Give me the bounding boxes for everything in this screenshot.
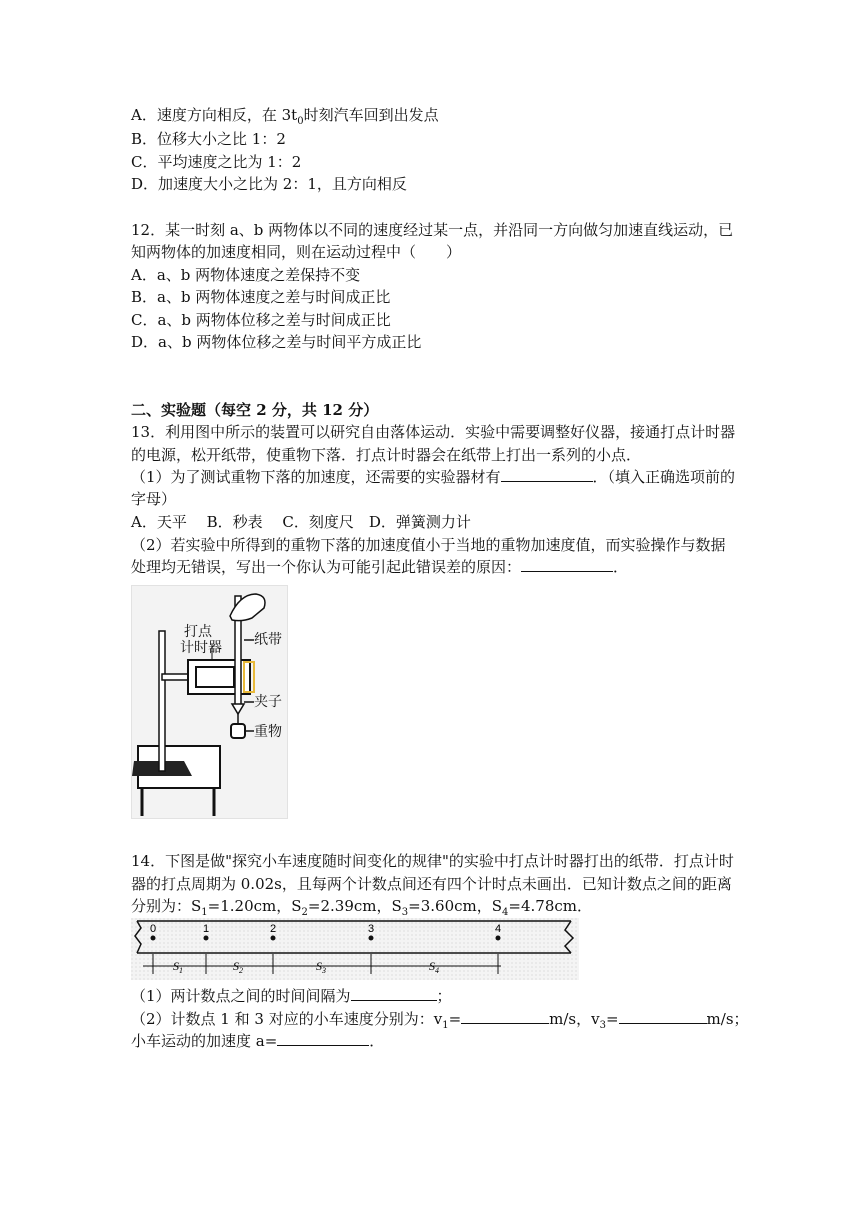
q13-stem-line1: 13．利用图中所示的装置可以研究自由落体运动．实验中需要调整好仪器，接通打点计时器 <box>131 423 736 441</box>
q13-part2-line2: 处理均无错误，写出一个你认为可能引起此错误差的原因： ． <box>131 558 629 576</box>
segment-s3-label: $S_3$ <box>316 959 326 975</box>
answer-blank-v3[interactable] <box>619 1009 707 1024</box>
q12-option-c: C．a、b 两物体位移之差与时间成正比 <box>131 311 391 329</box>
q14-stem-line1: 14．下图是做"探究小车速度随时间变化的规律"的实验中打点计时器打出的纸带．打点计时 <box>131 852 734 870</box>
q14-part2: （2）计数点 1 和 3 对应的小车速度分别为：$v_1= m/s$，$v_3= m/s$； <box>131 1010 749 1031</box>
segment-s1-label: $S_1$ <box>173 959 183 975</box>
q14-stem-line3: 分别为：$S_1=1.20cm$，$S_2=2.39cm$，$S_3=3.60cm$，$S_4=4.78cm$． <box>131 897 592 918</box>
point-label-0: 0 <box>150 923 157 935</box>
q11-option-a: A．速度方向相反，在 $3t_0$时刻汽车回到出发点 <box>131 106 439 127</box>
q12-option-b: B．a、b 两物体速度之差与时间成正比 <box>131 288 391 306</box>
answer-blank-v1[interactable] <box>461 1009 549 1024</box>
clip <box>232 704 244 714</box>
stand-pole <box>159 631 165 771</box>
q14-part3: 小车运动的加速度 a= ． <box>131 1032 385 1050</box>
segment-s2-label: $S_2$ <box>233 959 243 975</box>
label-paper-tape: 纸带 <box>254 632 282 648</box>
q12-option-d: D．a、b 两物体位移之差与时间平方成正比 <box>131 333 422 351</box>
q13-stem-line2: 的电源，松开纸带，使重物下落．打点计时器会在纸带上打出一系列的小点． <box>131 446 642 464</box>
answer-blank-interval[interactable] <box>351 986 437 1001</box>
point-label-2: 2 <box>270 923 277 935</box>
label-timer-1: 打点 <box>184 624 212 640</box>
q14-stem-line2: 器的打点周期为 0.02s，且每两个计数点间还有四个计时点未画出．已知计数点之间的距离 <box>131 875 732 893</box>
section-title: 二、实验题（每空 2 分，共 12 分） <box>131 401 379 419</box>
answer-blank-reason[interactable] <box>521 557 613 572</box>
q12-option-a: A．a、b 两物体速度之差保持不变 <box>131 266 361 284</box>
q14-part1: （1）两计数点之间的时间间隔为 ； <box>131 987 452 1005</box>
q13-part2-line1: （2）若实验中所得到的重物下落的加速度值小于当地的重物加速度值，而实验操作与数据 <box>131 536 726 554</box>
q13-options: A．天平 B．秒表 C．刻度尺 D．弹簧测力计 <box>131 513 471 531</box>
q11-option-b: B．位移大小之比 1：2 <box>131 130 286 148</box>
free-fall-apparatus-figure <box>131 585 288 819</box>
weight <box>231 724 245 738</box>
q12-stem-line1: 12．某一时刻 a、b 两物体以不同的速度经过某一点，并沿同一方向做匀加速直线运动，已 <box>131 221 734 239</box>
label-clip: 夹子 <box>254 694 282 710</box>
answer-blank-acceleration[interactable] <box>277 1031 369 1046</box>
paper-tape-drawing <box>131 918 579 980</box>
point-label-3: 3 <box>368 923 375 935</box>
label-weight: 重物 <box>254 724 282 740</box>
answer-blank-equipment[interactable] <box>501 467 593 482</box>
paper-tape-figure <box>131 918 579 980</box>
q11-option-c: C．平均速度之比为 1：2 <box>131 153 302 171</box>
point-label-1: 1 <box>203 923 210 935</box>
label-timer-2: 计时器 <box>180 640 222 656</box>
timer-inner <box>196 667 234 687</box>
q11-option-d: D．加速度大小之比为 2：1，且方向相反 <box>131 175 407 193</box>
q12-stem-line2: 知两物体的加速度相同，则在运动过程中（ ） <box>131 243 462 261</box>
q13-part1-line1: （1）为了测试重物下落的加速度，还需要的实验器材有 ．（填入正确选项前的 <box>131 468 736 486</box>
point-label-4: 4 <box>495 923 502 935</box>
q13-part1-line2: 字母） <box>131 490 177 508</box>
tape-background <box>131 918 579 980</box>
segment-s4-label: $S_4$ <box>429 959 439 975</box>
